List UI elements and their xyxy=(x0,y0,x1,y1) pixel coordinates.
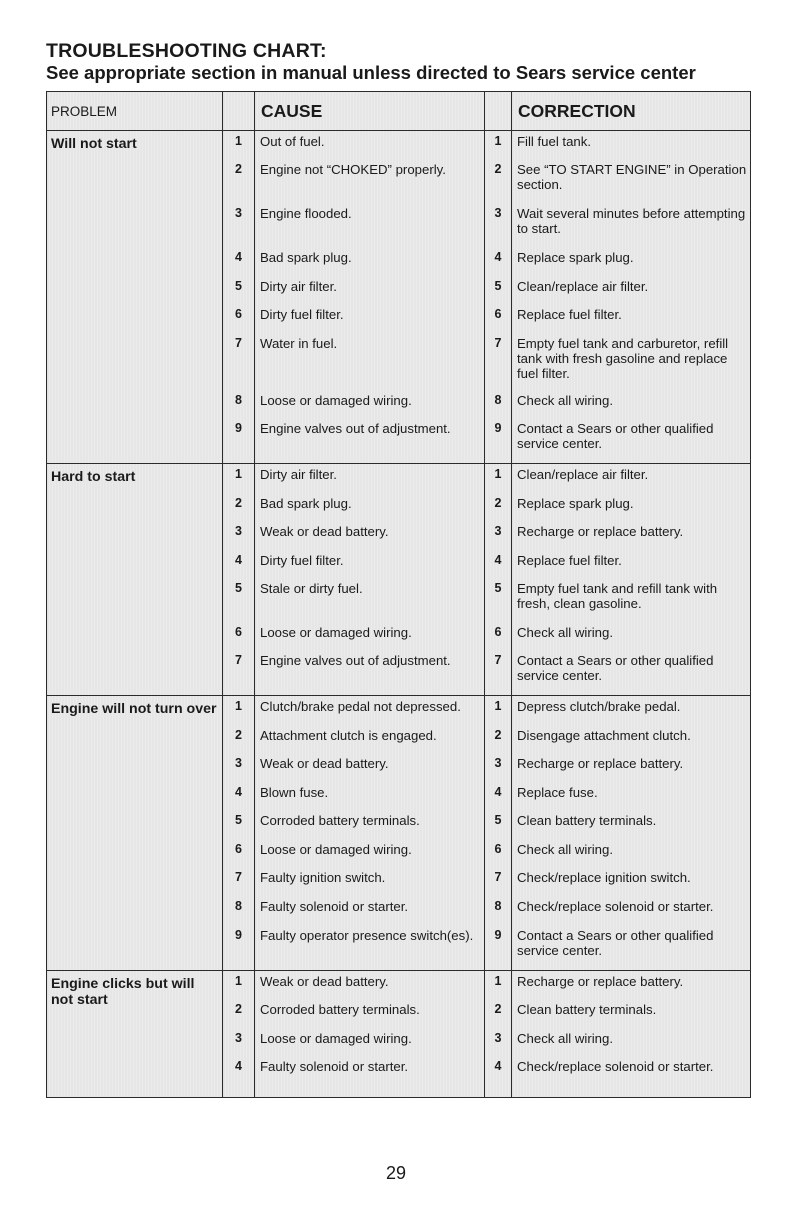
cause-number: 1 xyxy=(235,134,242,148)
correction-number: 7 xyxy=(494,336,502,350)
cause-column xyxy=(255,131,485,464)
cause-text: Loose or damaged wiring. xyxy=(260,625,412,640)
correction-number: 3 xyxy=(494,206,502,220)
correction-text: See “TO START ENGINE” in Operation section. xyxy=(517,162,747,192)
cause-number-column xyxy=(223,971,255,1098)
correction-text: Check/replace solenoid or starter. xyxy=(517,899,714,914)
problem-cell: Hard to start xyxy=(47,464,223,696)
cause-text: Loose or damaged wiring. xyxy=(260,393,412,408)
cause-number: 8 xyxy=(235,393,242,407)
troubleshooting-table xyxy=(46,91,751,1098)
section-row xyxy=(47,131,751,464)
cause-number-column xyxy=(223,131,255,464)
cause-number: 1 xyxy=(235,699,242,713)
correction-number: 9 xyxy=(494,928,502,942)
problem-cell: Will not start xyxy=(47,131,223,464)
cause-number: 5 xyxy=(235,279,242,293)
correction-number: 7 xyxy=(494,870,502,884)
correction-text: Check/replace solenoid or starter. xyxy=(517,1059,714,1074)
cause-number: 8 xyxy=(235,899,242,913)
correction-text: Replace spark plug. xyxy=(517,250,634,265)
problem-cell: Engine clicks but will not start xyxy=(47,971,223,1098)
cause-text: Faulty ignition switch. xyxy=(260,870,386,885)
cause-text: Faulty solenoid or starter. xyxy=(260,899,409,914)
correction-text: Check all wiring. xyxy=(517,1031,614,1046)
table-body xyxy=(47,131,751,1098)
correction-number: 3 xyxy=(494,524,502,538)
correction-text: Contact a Sears or other qualified service center. xyxy=(517,421,714,451)
correction-text: Disengage attachment clutch. xyxy=(517,728,691,743)
section-row xyxy=(47,696,751,971)
header-problem: PROBLEM xyxy=(47,92,223,131)
cause-number: 7 xyxy=(235,653,242,667)
cause-number: 5 xyxy=(235,581,242,595)
cause-text: Bad spark plug. xyxy=(260,250,352,265)
cause-text: Faulty solenoid or starter. xyxy=(260,1059,409,1074)
section-row xyxy=(47,971,751,1098)
correction-number-column xyxy=(485,696,512,971)
header-cause: CAUSE xyxy=(255,92,485,131)
correction-number: 4 xyxy=(494,250,502,264)
cause-text: Clutch/brake pedal not depressed. xyxy=(260,699,461,714)
correction-number: 2 xyxy=(494,1002,502,1016)
correction-text: Depress clutch/brake pedal. xyxy=(517,699,681,714)
cause-text: Out of fuel. xyxy=(260,134,325,149)
cause-text: Dirty fuel filter. xyxy=(260,307,344,322)
cause-number: 6 xyxy=(235,842,242,856)
correction-number: 1 xyxy=(494,699,502,713)
correction-text: Check/replace ignition switch. xyxy=(517,870,691,885)
cause-number: 9 xyxy=(235,421,242,435)
correction-column xyxy=(512,971,751,1098)
cause-text: Dirty fuel filter. xyxy=(260,553,344,568)
chart-subtitle: See appropriate section in manual unless directed to Sears service center xyxy=(46,62,696,83)
correction-text: Recharge or replace battery. xyxy=(517,524,684,539)
correction-number: 4 xyxy=(494,785,502,799)
correction-number: 4 xyxy=(494,1059,502,1073)
correction-number: 9 xyxy=(494,421,502,435)
table-header-row xyxy=(47,92,751,131)
correction-number-column xyxy=(485,971,512,1098)
correction-text: Recharge or replace battery. xyxy=(517,756,684,771)
correction-text: Replace spark plug. xyxy=(517,496,634,511)
cause-text: Loose or damaged wiring. xyxy=(260,842,412,857)
correction-column xyxy=(512,696,751,971)
cause-number: 4 xyxy=(235,250,242,264)
cause-text: Engine not “CHOKED” properly. xyxy=(260,162,446,177)
page-header xyxy=(46,40,756,84)
page-number: 29 xyxy=(385,1163,407,1183)
cause-number: 5 xyxy=(235,813,242,827)
correction-text: Replace fuel filter. xyxy=(517,307,622,322)
correction-text: Replace fuse. xyxy=(517,785,598,800)
correction-number: 6 xyxy=(494,842,502,856)
problem-cell: Engine will not turn over xyxy=(47,696,223,971)
correction-number: 6 xyxy=(494,625,502,639)
correction-number: 1 xyxy=(494,467,502,481)
cause-column xyxy=(255,696,485,971)
cause-text: Bad spark plug. xyxy=(260,496,352,511)
correction-column xyxy=(512,131,751,464)
cause-number-column xyxy=(223,696,255,971)
correction-number: 8 xyxy=(494,899,502,913)
cause-number: 1 xyxy=(235,467,242,481)
correction-text: Replace fuel filter. xyxy=(517,553,622,568)
header-correction-num xyxy=(485,92,512,131)
cause-number: 2 xyxy=(235,1002,242,1016)
cause-text: Faulty operator presence switch(es). xyxy=(260,928,474,943)
cause-text: Dirty air filter. xyxy=(260,467,337,482)
cause-number: 4 xyxy=(235,785,242,799)
header-cause-num xyxy=(223,92,255,131)
correction-text: Clean/replace air filter. xyxy=(517,279,649,294)
correction-text: Check all wiring. xyxy=(517,625,614,640)
cause-number: 6 xyxy=(235,625,242,639)
correction-number: 6 xyxy=(494,307,502,321)
correction-number: 2 xyxy=(494,496,502,510)
correction-column xyxy=(512,464,751,696)
cause-number: 9 xyxy=(235,928,242,942)
cause-number: 3 xyxy=(235,524,242,538)
correction-text: Clean/replace air filter. xyxy=(517,467,649,482)
cause-number: 7 xyxy=(235,870,242,884)
cause-text: Water in fuel. xyxy=(260,336,338,351)
cause-number: 3 xyxy=(235,206,242,220)
cause-number: 3 xyxy=(235,1031,242,1045)
cause-number: 6 xyxy=(235,307,242,321)
correction-number: 5 xyxy=(494,581,502,595)
correction-text: Contact a Sears or other qualified service center. xyxy=(517,928,714,958)
cause-column xyxy=(255,464,485,696)
correction-text: Empty fuel tank and carburetor, refill tank with fresh gasoline and replace fuel filter. xyxy=(517,336,729,381)
cause-text: Blown fuse. xyxy=(260,785,329,800)
cause-text: Corroded battery terminals. xyxy=(260,1002,420,1017)
correction-text: Empty fuel tank and refill tank with fresh, clean gasoline. xyxy=(517,581,718,611)
section-row xyxy=(47,464,751,696)
correction-number: 1 xyxy=(494,134,502,148)
cause-number: 3 xyxy=(235,756,242,770)
correction-number-column xyxy=(485,131,512,464)
correction-text: Check all wiring. xyxy=(517,842,614,857)
cause-text: Weak or dead battery. xyxy=(260,974,389,989)
cause-number: 1 xyxy=(235,974,242,988)
cause-number: 7 xyxy=(235,336,242,350)
cause-text: Stale or dirty fuel. xyxy=(260,581,363,596)
cause-number: 2 xyxy=(235,728,242,742)
correction-text: Clean battery terminals. xyxy=(517,813,657,828)
cause-text: Dirty air filter. xyxy=(260,279,337,294)
correction-number: 5 xyxy=(494,279,502,293)
correction-number: 7 xyxy=(494,653,502,667)
cause-number: 2 xyxy=(235,162,242,176)
correction-text: Contact a Sears or other qualified service center. xyxy=(517,653,714,683)
correction-number: 4 xyxy=(494,553,502,567)
cause-text: Engine valves out of adjustment. xyxy=(260,421,451,436)
cause-text: Weak or dead battery. xyxy=(260,524,389,539)
cause-text: Engine valves out of adjustment. xyxy=(260,653,451,668)
correction-text: Check all wiring. xyxy=(517,393,614,408)
cause-text: Corroded battery terminals. xyxy=(260,813,420,828)
correction-text: Fill fuel tank. xyxy=(517,134,592,149)
correction-number-column xyxy=(485,464,512,696)
cause-column xyxy=(255,971,485,1098)
correction-number: 3 xyxy=(494,1031,502,1045)
correction-number: 8 xyxy=(494,393,502,407)
correction-number: 2 xyxy=(494,728,502,742)
cause-number: 4 xyxy=(235,1059,242,1073)
correction-text: Wait several minutes before attempting to start. xyxy=(517,206,746,236)
correction-text: Clean battery terminals. xyxy=(517,1002,657,1017)
cause-text: Engine flooded. xyxy=(260,206,352,221)
correction-text: Recharge or replace battery. xyxy=(517,974,684,989)
chart-title: TROUBLESHOOTING CHART: xyxy=(46,40,327,62)
cause-text: Weak or dead battery. xyxy=(260,756,389,771)
correction-number: 5 xyxy=(494,813,502,827)
cause-text: Loose or damaged wiring. xyxy=(260,1031,412,1046)
cause-text: Attachment clutch is engaged. xyxy=(260,728,437,743)
correction-number: 3 xyxy=(494,756,502,770)
cause-number: 4 xyxy=(235,553,242,567)
correction-number: 1 xyxy=(494,974,502,988)
header-correction: CORRECTION xyxy=(512,92,751,131)
correction-number: 2 xyxy=(494,162,502,176)
cause-number: 2 xyxy=(235,496,242,510)
cause-number-column xyxy=(223,464,255,696)
